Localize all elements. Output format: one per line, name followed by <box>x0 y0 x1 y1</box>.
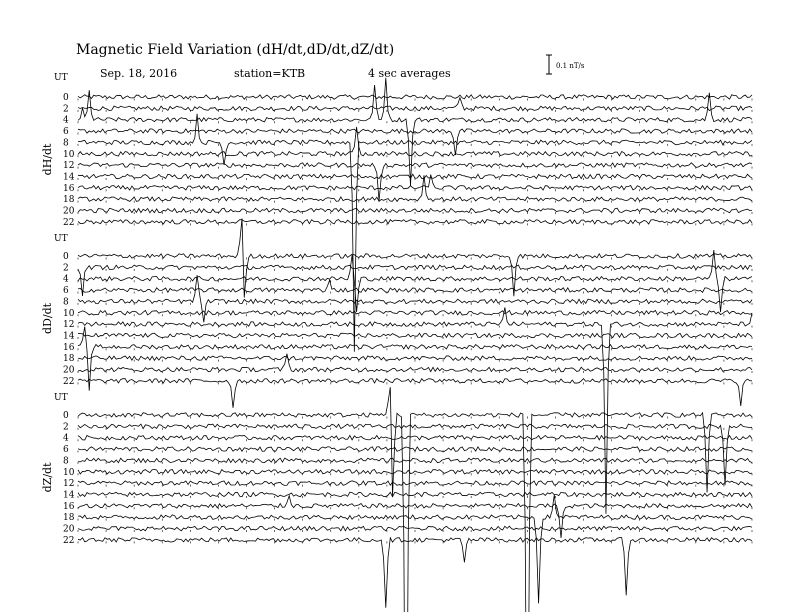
panel-axis-label: dZ/dt <box>41 462 54 493</box>
trace-dz-dt-h2 <box>78 424 752 485</box>
ut-label: UT <box>54 73 68 83</box>
hour-label: 16 <box>63 501 75 512</box>
hour-label: 12 <box>63 479 75 490</box>
ut-label: UT <box>54 393 68 403</box>
ut-label: UT <box>54 234 68 244</box>
hour-label: 2 <box>63 104 69 115</box>
hour-label: 20 <box>63 524 75 535</box>
panel-dd-dt <box>41 218 752 513</box>
date-label: Sep. 18, 2016 <box>100 67 178 80</box>
hour-label: 6 <box>63 445 69 456</box>
panel-dz-dt <box>41 387 752 612</box>
hour-label: 10 <box>63 467 75 478</box>
hour-label: 22 <box>63 535 75 546</box>
hour-label: 8 <box>63 456 69 467</box>
hour-label: 16 <box>63 183 75 194</box>
hour-label: 20 <box>63 365 75 376</box>
hour-label: 8 <box>63 138 69 149</box>
trace-dz-dt-h18 <box>78 495 752 604</box>
trace-dz-dt-h0 <box>78 387 752 612</box>
hour-label: 18 <box>63 513 75 524</box>
hour-label: 4 <box>63 274 69 285</box>
chart-title: Magnetic Field Variation (dH/dt,dD/dt,dZ/dt) <box>76 42 395 58</box>
hour-label: 6 <box>63 127 69 138</box>
panel-dh-dt <box>41 73 752 352</box>
hour-label: 8 <box>63 297 69 308</box>
hour-label: 22 <box>63 376 75 387</box>
trace-dz-dt-h22 <box>78 538 752 608</box>
hour-label: 6 <box>63 286 69 297</box>
hour-label: 10 <box>63 149 75 160</box>
hour-label: 0 <box>63 252 69 262</box>
trace-dh-dt-h16 <box>78 175 752 191</box>
averaging-label: 4 sec averages <box>368 67 451 80</box>
hour-label: 0 <box>63 411 69 421</box>
hour-label: 2 <box>63 263 69 274</box>
hour-label: 2 <box>63 422 69 433</box>
hour-label: 12 <box>63 161 75 172</box>
hour-label: 14 <box>63 172 75 183</box>
hour-label: 18 <box>63 195 75 206</box>
scale-bar <box>546 55 585 74</box>
hour-label: 22 <box>63 217 75 228</box>
hour-label: 4 <box>63 433 69 444</box>
scale-bar-label: 0.1 nT/s <box>556 62 585 70</box>
panels <box>41 73 752 612</box>
hour-label: 10 <box>63 308 75 319</box>
hour-label: 14 <box>63 331 75 342</box>
trace-dd-dt-h20 <box>78 354 752 372</box>
station-label: station=KTB <box>234 67 306 80</box>
hour-label: 0 <box>63 93 69 103</box>
hour-label: 20 <box>63 206 75 217</box>
hour-label: 18 <box>63 354 75 365</box>
hour-label: 16 <box>63 342 75 353</box>
panel-axis-label: dD/dt <box>41 302 54 334</box>
hour-label: 12 <box>63 320 75 331</box>
panel-axis-label: dH/dt <box>41 143 54 176</box>
hour-label: 4 <box>63 115 69 126</box>
hour-label: 14 <box>63 490 75 501</box>
